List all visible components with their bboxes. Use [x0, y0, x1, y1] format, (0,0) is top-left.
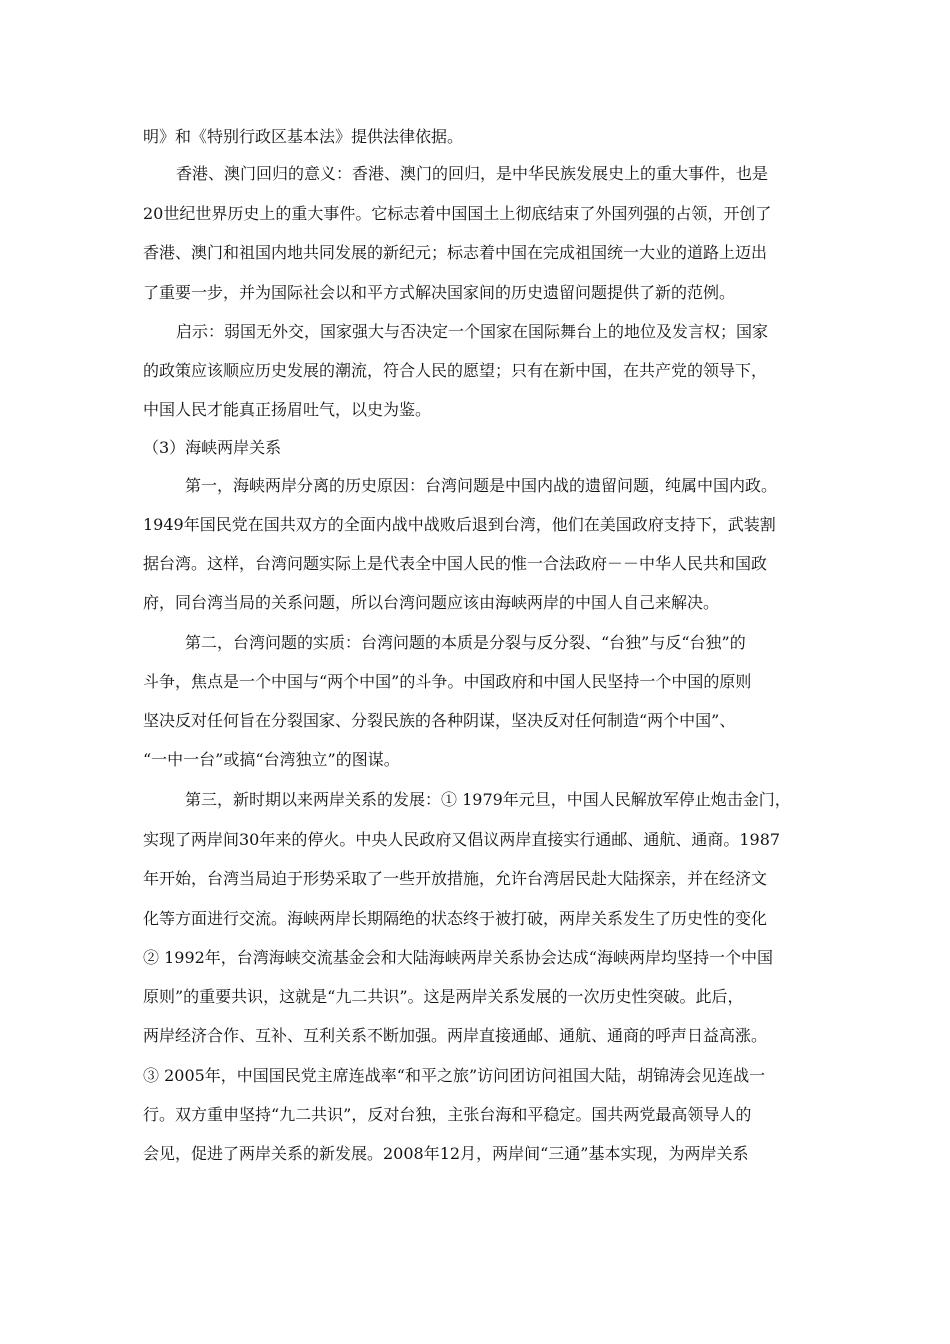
text-line: ② 1992年，台湾海峡交流基金会和大陆海峡两岸关系协会达成“海峡两岸均坚持一个中国: [143, 948, 773, 967]
text-line: 年开始，台湾当局迫于形势采取了一些开放措施，允许台湾居民赴大陆探亲，并在经济文: [143, 869, 768, 888]
text-line: 第一，海峡两岸分离的历史原因：台湾问题是中国内战的遗留问题，纯属中国内政。: [185, 476, 778, 495]
text-line: 坚决反对任何旨在分裂国家、分裂民族的各种阴谋，坚决反对任何制造“两个中国”、: [143, 711, 736, 730]
text-line: 据台湾。这样，台湾问题实际上是代表全中国人民的惟一合法政府－－中华人民共和国政: [143, 554, 768, 573]
text-line: 中国人民才能真正扬眉吐气，以史为鉴。: [143, 400, 432, 419]
text-line: 会见，促进了两岸关系的新发展。2008年12月，两岸间“三通”基本实现，为两岸关系: [143, 1144, 749, 1163]
text-line: ③ 2005年，中国国民党主席连战率“和平之旅”访问团访问祖国大陆，胡锦涛会见连战一: [143, 1066, 766, 1085]
text-line: “一中一台”或搞“台湾独立”的图谋。: [143, 750, 400, 769]
text-line: 第二，台湾问题的实质：台湾问题的本质是分裂与反分裂、“台独”与反“台独”的: [185, 633, 746, 652]
text-line: 1949年国民党在国共双方的全面内战中战败后退到台湾，他们在美国政府支持下，武装割: [143, 515, 776, 534]
text-line: 实现了两岸间30年来的停火。中央人民政府又倡议两岸直接实行通邮、通航、通商。1987: [143, 830, 781, 849]
text-line: 府，同台湾当局的关系问题，所以台湾问题应该由海峡两岸的中国人自己来解决。: [143, 593, 720, 612]
text-line: 斗争，焦点是一个中国与“两个中国”的斗争。中国政府和中国人民坚持一个中国的原则: [143, 672, 752, 691]
text-line: 行。双方重申坚持“九二共识”，反对台独，主张台海和平稳定。国共两党最高领导人的: [143, 1105, 752, 1124]
text-line: 化等方面进行交流。海峡两岸长期隔绝的状态终于被打破，两岸关系发生了历史性的变化: [143, 909, 768, 928]
text-line: 香港、澳门和祖国内地共同发展的新纪元；标志着中国在完成祖国统一大业的道路上迈出: [143, 243, 768, 262]
text-line: 原则”的重要共识，这就是“九二共识”。这是两岸关系发展的一次历史性突破。此后，: [143, 987, 744, 1006]
text-line: 两岸经济合作、互补、互利关系不断加强。两岸直接通邮、通航、通商的呼声日益高涨。: [143, 1026, 768, 1045]
text-line: 了重要一步，并为国际社会以和平方式解决国家间的历史遗留问题提供了新的范例。: [143, 283, 736, 302]
text-line: 20世纪世界历史上的重大事件。它标志着中国国土上彻底结束了外国列强的占领，开创了: [143, 204, 772, 223]
text-line: 启示：弱国无外交，国家强大与否决定一个国家在国际舞台上的地位及发言权；国家: [176, 322, 769, 341]
text-line: 第三，新时期以来两岸关系的发展：① 1979年元旦，中国人民解放军停止炮击金门，: [185, 790, 791, 809]
text-line: 的政策应该顺应历史发展的潮流，符合人民的愿望；只有在新中国，在共产党的领导下，: [143, 361, 768, 380]
text-line: 明》和《特别行政区基本法》提供法律依据。: [143, 127, 464, 146]
section-heading: （3）海峡两岸关系: [143, 438, 282, 457]
text-line: 香港、澳门回归的意义：香港、澳门的回归，是中华民族发展史上的重大事件，也是: [176, 164, 769, 183]
